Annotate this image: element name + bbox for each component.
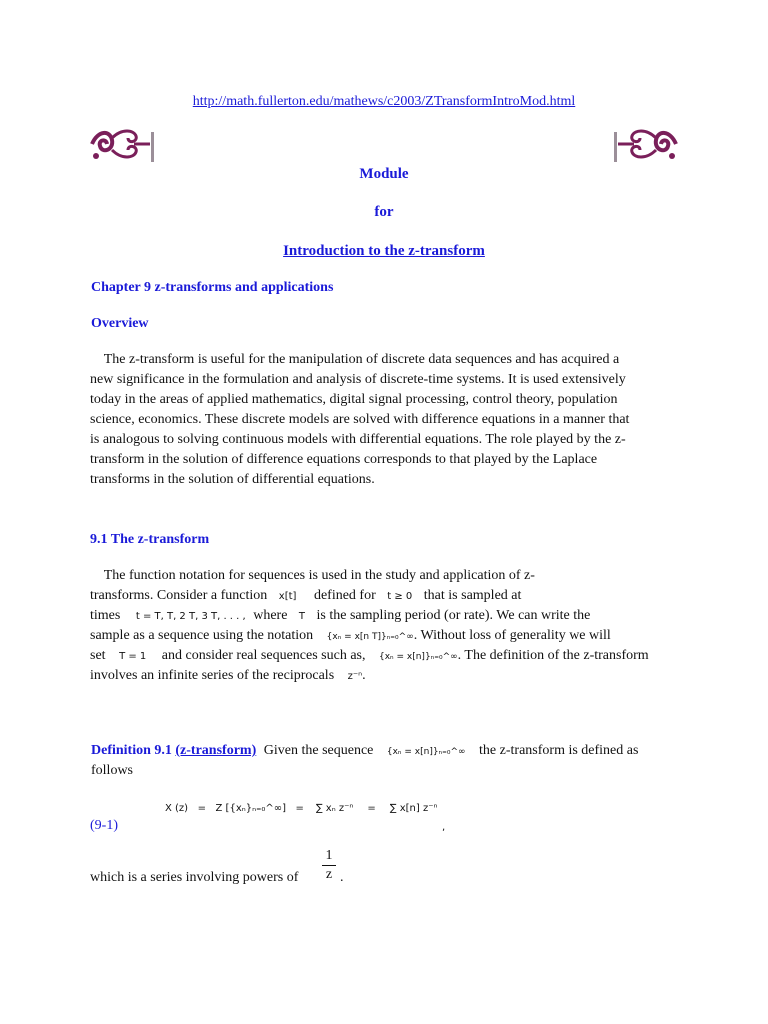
equation-comma: ,	[442, 822, 446, 833]
text: defined for	[313, 588, 376, 603]
math-times: t = T, T, 2 T, 3 T, . . . ,	[135, 611, 246, 622]
closing-text: which is a series involving powers of	[90, 870, 299, 885]
title-intro-link[interactable]: Introduction to the z-transform	[283, 243, 485, 259]
chapter-heading: Chapter 9 z-transforms and applications	[91, 280, 334, 295]
math-xt: x[t]	[278, 591, 297, 602]
text: times	[90, 608, 121, 623]
math-z-neg-n: z⁻ⁿ	[347, 671, 363, 682]
fraction-bar	[322, 865, 336, 866]
overview-paragraph	[90, 350, 690, 490]
title-for: for	[374, 204, 394, 220]
section-line-6	[90, 666, 366, 687]
definition-follows: follows	[91, 763, 133, 778]
overview-line: today in the areas of applied mathematics, digital signal processing, control theory, population	[90, 392, 618, 407]
math-sequence-xn: {xₙ = x[n]}ₙ₌₀^∞	[378, 652, 458, 662]
text: involves an infinite series of the reciprocals	[90, 668, 335, 683]
section-heading: 9.1 The z-transform	[90, 532, 210, 547]
right-ornament-icon	[610, 126, 680, 164]
text: .	[362, 668, 366, 683]
text: that is sampled at	[423, 588, 522, 603]
math-t-geq-0: t ≥ 0	[387, 591, 413, 602]
closing-period: .	[340, 870, 344, 885]
definition-label: Definition 9.1	[91, 743, 172, 758]
overview-line: transforms in the solution of differential equations.	[90, 472, 375, 487]
definition-line	[91, 741, 638, 762]
overview-line: science, economics. These discrete models are solved with difference equations in a manner that	[90, 412, 630, 427]
overview-line: is analogous to solving continuous models with differential equations. The role played by the z-	[90, 432, 626, 447]
fraction-denominator: z	[325, 867, 333, 882]
section-line-2	[90, 586, 521, 607]
text: Given the sequence	[263, 743, 374, 758]
text: and consider real sequences such as,	[161, 648, 366, 663]
section-line-4	[90, 626, 611, 647]
definition-z-transform-link[interactable]: (z-transform)	[175, 743, 257, 758]
section-line-3	[90, 606, 590, 627]
overview-line: transform in the solution of difference equations corresponds to that played by the Laplace	[90, 452, 598, 467]
equation-number: (9-1)	[90, 818, 118, 833]
equation-lhs: X (z) = Z [{xₙ}ₙ₌₀^∞] =	[165, 803, 304, 814]
source-url-link[interactable]: http://math.fullerton.edu/mathews/c2003/ZTransformIntroMod.html	[192, 94, 576, 109]
equation-9-1	[165, 798, 437, 816]
text: is the sampling period (or rate). We can write the	[316, 608, 591, 623]
overview-line: The z-transform is useful for the manipulation of discrete data sequences and has acquired a	[90, 352, 620, 367]
math-T-equals-1: T = 1	[119, 651, 147, 662]
equation-sum-2: ∑ x[n] z⁻ⁿ	[389, 803, 438, 814]
math-sequence-xnT: {xₙ = x[n T]}ₙ₌₀^∞	[326, 632, 414, 642]
text: where	[253, 608, 288, 623]
text: . Without loss of generality we will	[413, 628, 611, 643]
math-definition-sequence: {xₙ = x[n]}ₙ₌₀^∞	[386, 747, 466, 757]
section-line-5	[90, 646, 649, 667]
text: . The definition of the z-transform	[457, 648, 649, 663]
overview-line: new significance in the formulation and analysis of discrete-time systems. It is used extensively	[90, 372, 626, 387]
math-T: T	[298, 611, 306, 622]
section-line-1: The function notation for sequences is used in the study and application of z-	[90, 568, 535, 583]
equation-equals: =	[367, 803, 376, 814]
text: transforms. Consider a function	[90, 588, 268, 603]
text: sample as a sequence using the notation	[90, 628, 314, 643]
overview-heading: Overview	[91, 316, 149, 331]
fraction-one-over-z	[322, 848, 336, 883]
text: set	[90, 648, 106, 663]
text: the z-transform is defined as	[479, 743, 639, 758]
equation-sum-1: ∑ xₙ z⁻ⁿ	[315, 803, 354, 814]
title-module: Module	[359, 166, 409, 182]
left-ornament-icon	[88, 126, 158, 164]
fraction-numerator: 1	[325, 848, 333, 863]
